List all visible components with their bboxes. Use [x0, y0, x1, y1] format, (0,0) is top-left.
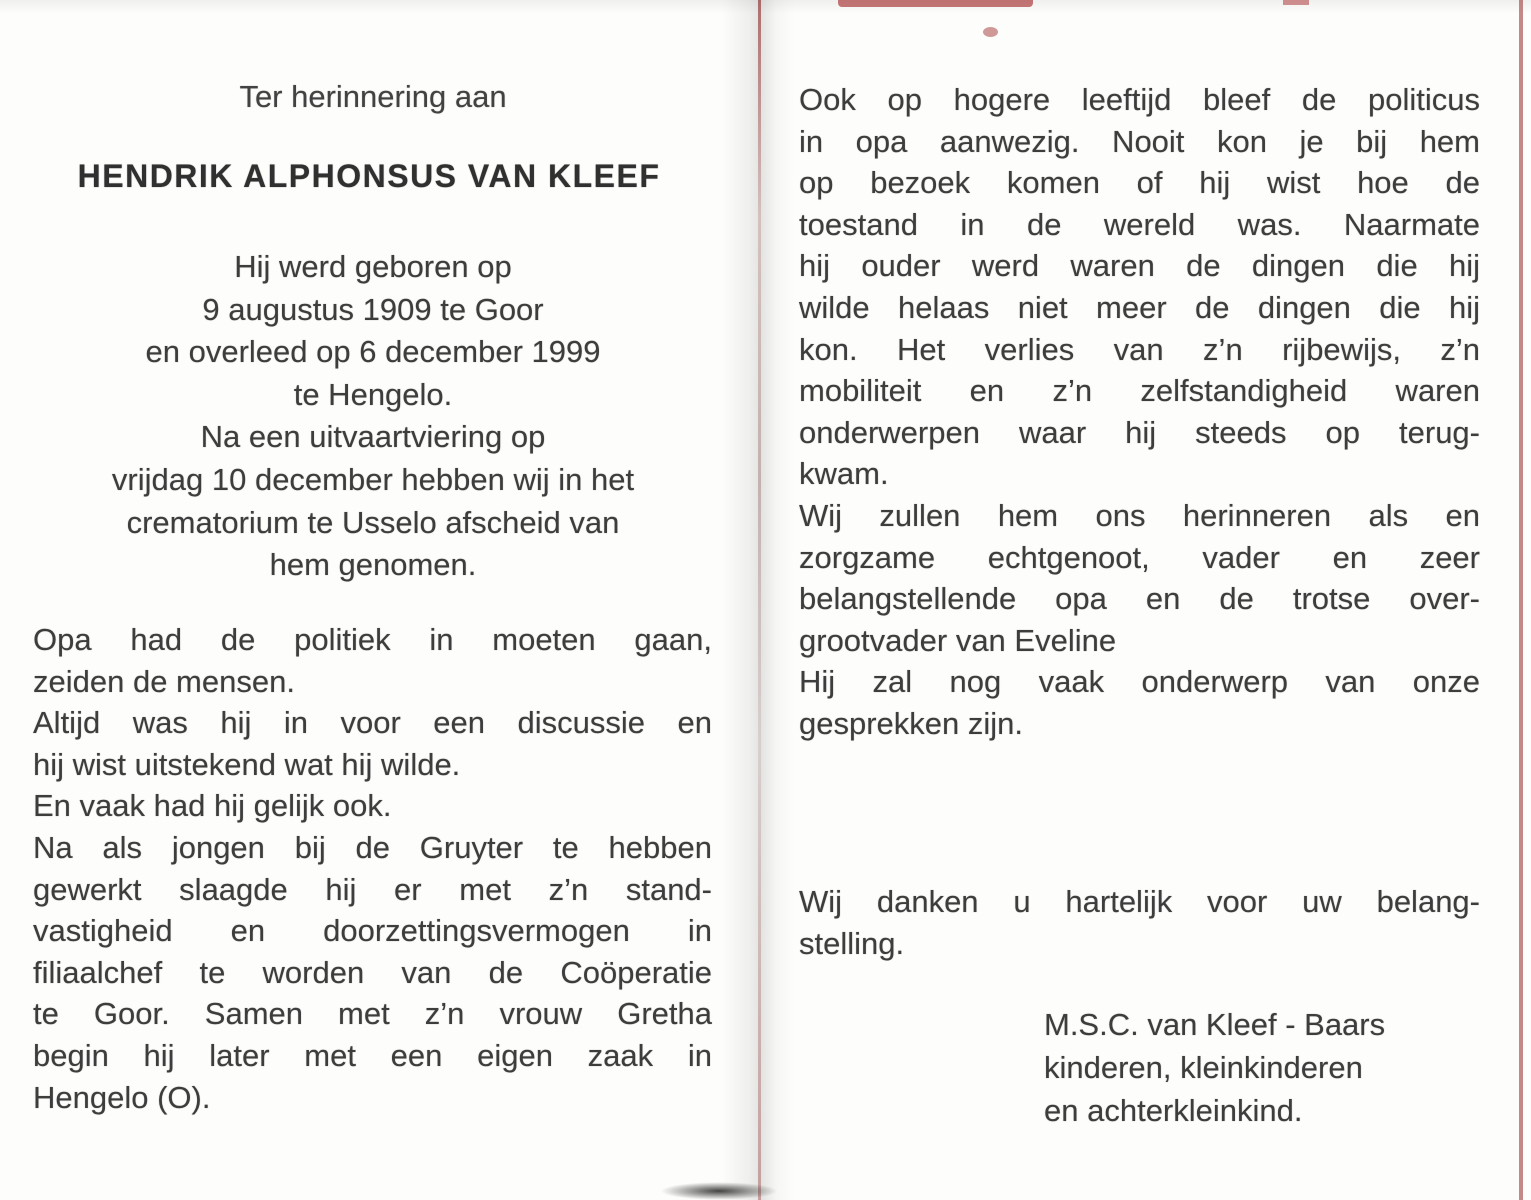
- text-line: Na als jongen bij de Gruyter te hebben: [33, 829, 712, 865]
- text-line: Wij zullen hem ons herinneren als en: [799, 497, 1480, 533]
- text-line: 9 augustus 1909 te Goor: [202, 291, 544, 327]
- memorial-phrase: Ter herinnering aan: [239, 79, 507, 114]
- text-line: Wij danken u hartelijk voor uw belang-: [799, 884, 1480, 919]
- text-line: te Goor. Samen met z’n vrouw Gretha: [33, 996, 712, 1032]
- right-memorial-paragraphs: [799, 79, 1480, 745]
- text-line: te Hengelo.: [293, 376, 453, 412]
- text-line: wilde helaas niet meer de dingen die hij: [799, 289, 1480, 325]
- left-page-header: [35, 76, 711, 118]
- deceased-name: HENDRIK ALPHONSUS VAN KLEEF: [77, 158, 661, 194]
- text-line: Na een uitvaartviering op: [200, 419, 546, 455]
- thanks-paragraph: [799, 881, 1480, 964]
- text-line: mobiliteit en z’n zelfstandigheid waren: [799, 373, 1480, 409]
- text-line: Opa had de politiek in moeten gaan,: [33, 622, 712, 657]
- text-line: Altijd was hij in voor een discussie en: [33, 705, 712, 741]
- bottom-ink-smudge: [660, 1182, 778, 1200]
- text-line: filiaalchef te worden van de Coöperatie: [33, 954, 712, 990]
- birth-death-block: [35, 246, 711, 587]
- red-ink-streak: [838, 0, 1033, 7]
- text-line: gesprekken zijn.: [799, 705, 1024, 741]
- text-line: zeiden de mensen.: [33, 663, 295, 699]
- text-line: Hij werd geboren op: [234, 249, 512, 284]
- text-line: kwam.: [799, 456, 889, 492]
- text-line: Ook op hogere leeftijd bleef de politicus: [799, 82, 1480, 117]
- signature-block: [1044, 1003, 1484, 1132]
- center-fold-line: [758, 0, 761, 1200]
- deceased-name-heading: [18, 156, 720, 198]
- text-line: En vaak had hij gelijk ook.: [33, 788, 392, 824]
- text-line: gewerkt slaagde hij er met z’n stand-: [33, 871, 712, 907]
- text-line: vrijdag 10 december hebben wij in het: [111, 461, 635, 497]
- right-edge-line: [1519, 0, 1523, 1200]
- text-line: grootvader van Eveline: [799, 622, 1117, 658]
- text-line: op bezoek komen of hij wist hoe de: [799, 165, 1480, 201]
- signature-line: en achterkleinkind.: [1044, 1093, 1303, 1128]
- red-ink-streak-small: [1283, 0, 1309, 5]
- text-line: toestand in de wereld was. Naarmate: [799, 206, 1480, 242]
- signature-name: M.S.C. van Kleef - Baars: [1044, 1007, 1386, 1042]
- text-line: zorgzame echtgenoot, vader en zeer: [799, 539, 1480, 575]
- text-line: kon. Het verlies van z’n rijbewijs, z’n: [799, 331, 1480, 367]
- text-line: en overleed op 6 december 1999: [145, 334, 601, 370]
- text-line: Hengelo (O).: [33, 1079, 211, 1115]
- text-line: crematorium te Usselo afscheid van: [126, 504, 620, 540]
- red-ink-dot: [983, 27, 998, 37]
- text-line: stelling.: [799, 925, 905, 961]
- text-line: onderwerpen waar hij steeds op terug-: [799, 414, 1480, 450]
- text-line: in opa aanwezig. Nooit kon je bij hem: [799, 123, 1480, 159]
- text-line: belangstellende opa en de trotse over-: [799, 581, 1480, 617]
- text-line: Hij zal nog vaak onderwerp van onze: [799, 664, 1480, 700]
- text-line: begin hij later met een eigen zaak in: [33, 1037, 712, 1073]
- signature-line: kinderen, kleinkinderen: [1044, 1050, 1363, 1085]
- text-line: hij ouder werd waren de dingen die hij: [799, 248, 1480, 284]
- text-line: vastigheid en doorzettingsvermogen in: [33, 913, 712, 949]
- left-body-paragraphs: [33, 619, 712, 1118]
- text-line: hem genomen.: [269, 547, 477, 583]
- text-line: hij wist uitstekend wat hij wilde.: [33, 746, 461, 782]
